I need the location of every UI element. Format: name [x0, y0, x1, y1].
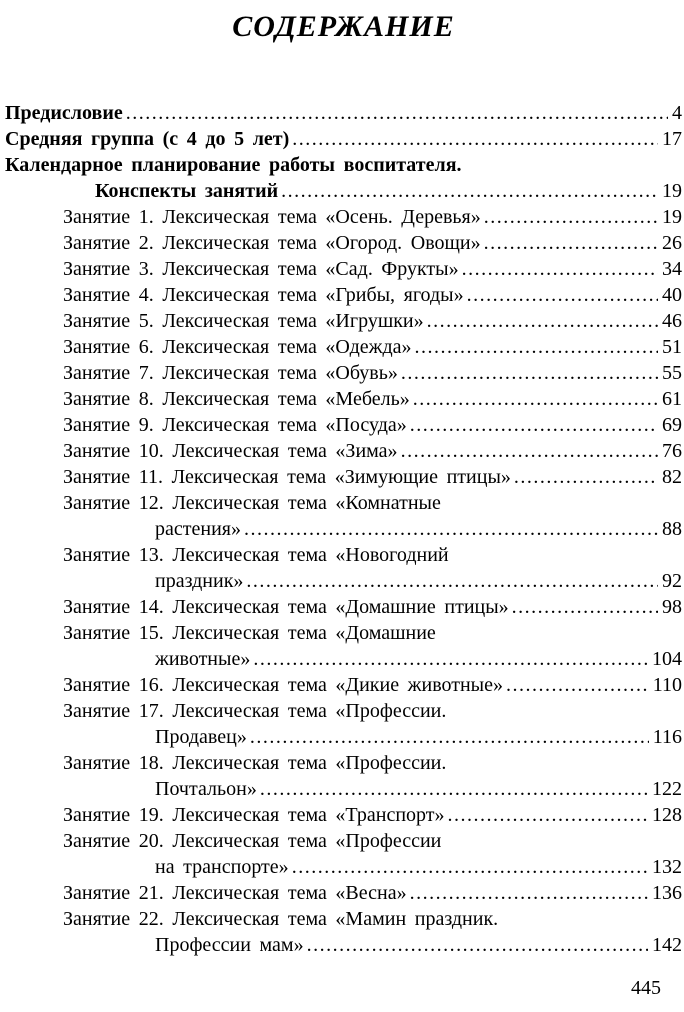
toc-page-number: 128 [652, 804, 682, 826]
toc-row [5, 178, 682, 204]
page-number: 445 [631, 977, 661, 999]
toc-entry-text: Занятие 19. Лексическая тема «Транспорт» [63, 804, 445, 826]
toc-entry-text: Занятие 13. Лексическая тема «Новогодний [63, 544, 449, 566]
toc-page-number: 55 [662, 362, 682, 384]
toc-entry-text: животные» [155, 648, 251, 670]
toc-entry-text: Занятие 4. Лексическая тема «Грибы, ягоды» [63, 284, 464, 306]
toc-row [5, 724, 682, 750]
toc-row [5, 594, 682, 620]
toc-row [5, 490, 682, 516]
dot-leader [253, 646, 648, 672]
toc-row [5, 386, 682, 412]
toc-page-number: 132 [652, 856, 682, 878]
dot-leader [514, 464, 658, 490]
toc-page-number: 69 [662, 414, 682, 436]
toc-row [5, 750, 682, 776]
toc-entry-text: Занятие 6. Лексическая тема «Одежда» [63, 336, 412, 358]
toc-row [5, 828, 682, 854]
toc-entry-text: Занятие 10. Лексическая тема «Зима» [63, 440, 398, 462]
dot-leader [512, 594, 658, 620]
toc-page-number: 98 [662, 596, 682, 618]
toc-entry-text: Занятие 17. Лексическая тема «Профессии. [63, 700, 447, 722]
dot-leader [292, 126, 658, 152]
toc-row [5, 464, 682, 490]
toc-entry-text: Занятие 20. Лексическая тема «Профессии [63, 830, 442, 852]
toc-page-number: 88 [662, 518, 682, 540]
toc-entry-text: Занятие 7. Лексическая тема «Обувь» [63, 362, 398, 384]
toc-entry-text: Занятие 2. Лексическая тема «Огород. Овощи» [63, 232, 481, 254]
dot-leader [506, 672, 649, 698]
dot-leader [401, 360, 658, 386]
toc-row [5, 308, 682, 334]
dot-leader [401, 438, 658, 464]
toc-row [5, 100, 682, 126]
toc-row [5, 204, 682, 230]
toc-page-number: 116 [652, 726, 682, 748]
toc-page-number: 51 [662, 336, 682, 358]
toc-row [5, 802, 682, 828]
toc-list [5, 100, 682, 958]
dot-leader [427, 308, 658, 334]
toc-entry-text: Продавец» [155, 726, 247, 748]
toc-page-number: 142 [652, 934, 682, 956]
toc-page-number: 17 [662, 128, 682, 150]
toc-row [5, 516, 682, 542]
toc-entry-text: Занятие 3. Лексическая тема «Сад. Фрукты» [63, 258, 459, 280]
dot-leader [260, 776, 648, 802]
toc-row [5, 620, 682, 646]
dot-leader [246, 568, 658, 594]
dot-leader [307, 932, 648, 958]
toc-row [5, 360, 682, 386]
toc-page-number: 40 [662, 284, 682, 306]
toc-page-number: 61 [662, 388, 682, 410]
dot-leader [484, 230, 658, 256]
dot-leader [244, 516, 658, 542]
toc-page-number: 104 [652, 648, 682, 670]
toc-page-number: 4 [672, 102, 682, 124]
page-title: СОДЕРЖАНИЕ [232, 10, 455, 43]
toc-entry-text: Почтальон» [155, 778, 257, 800]
toc-row [5, 568, 682, 594]
dot-leader [281, 178, 658, 204]
toc-row [5, 932, 682, 958]
toc-entry-text: Занятие 9. Лексическая тема «Посуда» [63, 414, 407, 436]
toc-entry-text: праздник» [155, 570, 244, 592]
toc-page-number: 19 [662, 180, 682, 202]
toc-entry-text: Профессии мам» [155, 934, 304, 956]
toc-entry-text: Занятие 12. Лексическая тема «Комнатные [63, 492, 441, 514]
toc-entry-text: на транспорте» [155, 856, 289, 878]
dot-leader [448, 802, 648, 828]
toc-entry-text: Занятие 16. Лексическая тема «Дикие животные» [63, 674, 504, 696]
toc-entry-text: Занятие 22. Лексическая тема «Мамин праздник. [63, 908, 499, 930]
dot-leader [292, 854, 648, 880]
toc-entry-text: Занятие 1. Лексическая тема «Осень. Деревья» [63, 206, 481, 228]
toc-row [5, 152, 682, 178]
toc-page-number: 26 [662, 232, 682, 254]
toc-row [5, 698, 682, 724]
toc-page-number: 92 [662, 570, 682, 592]
toc-row [5, 906, 682, 932]
toc-row [5, 672, 682, 698]
toc-row [5, 334, 682, 360]
dot-leader [462, 256, 658, 282]
dot-leader [410, 880, 648, 906]
toc-entry-text: Занятие 15. Лексическая тема «Домашние [63, 622, 436, 644]
toc-page-number: 136 [652, 882, 682, 904]
toc-entry-text: Занятие 14. Лексическая тема «Домашние птицы» [63, 596, 509, 618]
dot-leader [410, 412, 658, 438]
toc-row [5, 438, 682, 464]
toc-page-number: 110 [652, 674, 682, 696]
toc-entry-text: Занятие 11. Лексическая тема «Зимующие птицы» [63, 466, 511, 488]
toc-entry-text: Средняя группа (с 4 до 5 лет) [5, 128, 290, 150]
toc-row [5, 880, 682, 906]
toc-row [5, 854, 682, 880]
toc-entry-text: Календарное планирование работы воспитателя. [5, 154, 462, 176]
toc-entry-text: Занятие 21. Лексическая тема «Весна» [63, 882, 407, 904]
toc-row [5, 256, 682, 282]
toc-entry-text: Конспекты занятий [95, 180, 279, 202]
dot-leader [126, 100, 668, 126]
toc-entry-text: Занятие 5. Лексическая тема «Игрушки» [63, 310, 424, 332]
toc-entry-text: растения» [155, 518, 241, 540]
dot-leader [484, 204, 658, 230]
toc-page-number: 34 [662, 258, 682, 280]
dot-leader [415, 334, 658, 360]
toc-page-number: 76 [662, 440, 682, 462]
toc-entry-text: Предисловие [5, 102, 123, 124]
dot-leader [413, 386, 658, 412]
dot-leader [467, 282, 658, 308]
dot-leader [250, 724, 649, 750]
toc-row [5, 282, 682, 308]
toc-page-number: 82 [662, 466, 682, 488]
toc-row [5, 776, 682, 802]
toc-row [5, 542, 682, 568]
toc-row [5, 126, 682, 152]
toc-page-number: 46 [662, 310, 682, 332]
toc-entry-text: Занятие 8. Лексическая тема «Мебель» [63, 388, 410, 410]
toc-row [5, 646, 682, 672]
toc-entry-text: Занятие 18. Лексическая тема «Профессии. [63, 752, 447, 774]
toc-page-number: 19 [662, 206, 682, 228]
toc-row [5, 412, 682, 438]
toc-row [5, 230, 682, 256]
toc-page-number: 122 [652, 778, 682, 800]
